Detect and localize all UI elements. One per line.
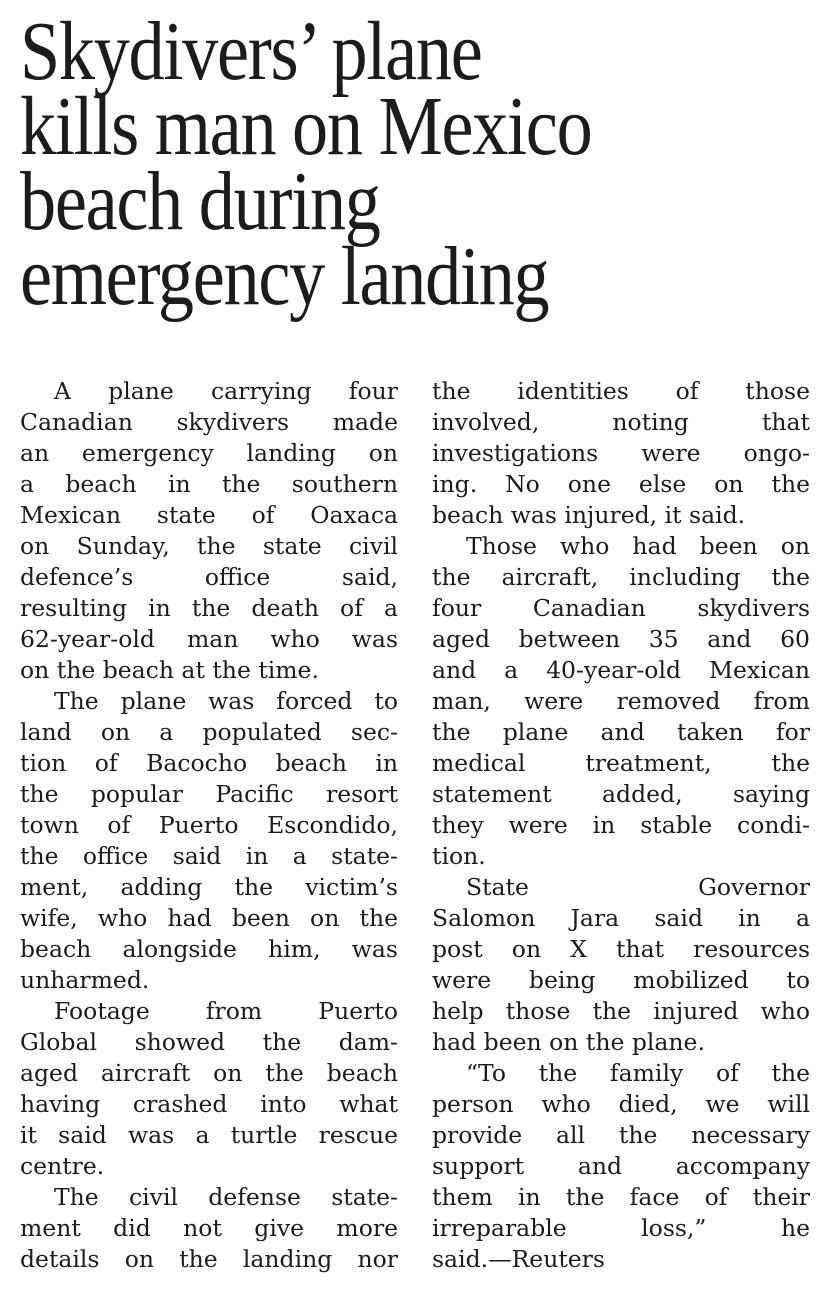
body-text-line: Those who had been on	[466, 532, 810, 560]
body-text-line: involved, noting that	[432, 408, 810, 436]
body-text-line: person who died, we will	[432, 1090, 810, 1118]
body-text-line: Mexican state of Oaxaca	[20, 501, 398, 529]
headline-line: kills man on Mexico	[20, 80, 592, 173]
body-text-line: beach was injured, it said.	[432, 501, 746, 529]
body-text-line: town of Puerto Escondido,	[20, 811, 398, 839]
body-text-line: defence’s office said,	[20, 563, 398, 591]
body-text-line: land on a populated sec-	[20, 718, 398, 746]
body-text-line: said.—Reuters	[432, 1245, 605, 1273]
body-text-line: they were in stable condi-	[432, 811, 810, 839]
headline-line: emergency landing	[20, 230, 549, 323]
body-text-line: ing. No one else on the	[432, 470, 810, 498]
body-text-line: the aircraft, including the	[432, 563, 810, 591]
body-text-line: centre.	[20, 1152, 105, 1180]
body-text-line: and a 40-year-old Mexican	[432, 656, 810, 684]
body-text-line: it said was a turtle rescue	[20, 1121, 398, 1149]
body-text-line: the popular Pacific resort	[20, 780, 398, 808]
body-text-line: having crashed into what	[20, 1090, 398, 1118]
body-text-line: beach alongside him, was	[20, 935, 398, 963]
body-text-line: the plane and taken for	[432, 718, 810, 746]
body-text-line: were being mobilized to	[432, 966, 810, 994]
body-text-line: on the beach at the time.	[20, 656, 319, 684]
body-text-line: tion of Bacocho beach in	[20, 749, 398, 777]
body-text-line: medical treatment, the	[432, 749, 810, 777]
body-text-line: provide all the necessary	[432, 1121, 810, 1149]
body-text-line: irreparable loss,” he	[432, 1214, 810, 1242]
body-text-line: the identities of those	[432, 377, 810, 405]
body-text-line: tion.	[432, 842, 486, 870]
headline-line: beach during	[20, 155, 380, 248]
body-text-line: post on X that resources	[432, 935, 810, 963]
body-text-line: aged aircraft on the beach	[20, 1059, 398, 1087]
article-column-left	[20, 376, 398, 1275]
body-text-line: State Governor	[466, 873, 810, 901]
body-text-line: them in the face of their	[432, 1183, 810, 1211]
body-text-line: wife, who had been on the	[20, 904, 398, 932]
body-text-line: resulting in the death of a	[20, 594, 398, 622]
article-column-right	[432, 376, 810, 1275]
body-text-line: a beach in the southern	[20, 470, 398, 498]
body-text-line: A plane carrying four	[54, 377, 398, 405]
body-text-line: four Canadian skydivers	[432, 594, 810, 622]
headline	[20, 5, 820, 323]
body-text-line: The plane was forced to	[54, 687, 398, 715]
body-text-line: aged between 35 and 60	[432, 625, 810, 653]
body-text-line: ment did not give more	[20, 1214, 398, 1242]
body-text-line: Global showed the dam-	[20, 1028, 398, 1056]
body-text-line: an emergency landing on	[20, 439, 398, 467]
body-text-line: ment, adding the victim’s	[20, 873, 398, 901]
body-text-line: The civil defense state-	[54, 1183, 398, 1211]
body-text-line: Salomon Jara said in a	[432, 904, 810, 932]
body-text-line: unharmed.	[20, 966, 150, 994]
headline-line: Skydivers’ plane	[20, 5, 482, 98]
body-text-line: man, were removed from	[432, 687, 810, 715]
body-text-line: the office said in a state-	[20, 842, 398, 870]
body-text-line: 62-year-old man who was	[20, 625, 398, 653]
body-text-line: Canadian skydivers made	[20, 408, 398, 436]
body-text-line: “To the family of the	[466, 1059, 810, 1087]
body-text-line: statement added, saying	[432, 780, 810, 808]
body-text-line: details on the landing nor	[20, 1245, 398, 1273]
body-text-line: help those the injured who	[432, 997, 810, 1025]
body-text-line: investigations were ongo-	[432, 439, 810, 467]
body-text-line: Footage from Puerto	[54, 997, 398, 1025]
body-text-line: on Sunday, the state civil	[20, 532, 398, 560]
body-text-line: support and accompany	[432, 1152, 810, 1180]
body-text-line: had been on the plane.	[432, 1028, 705, 1056]
